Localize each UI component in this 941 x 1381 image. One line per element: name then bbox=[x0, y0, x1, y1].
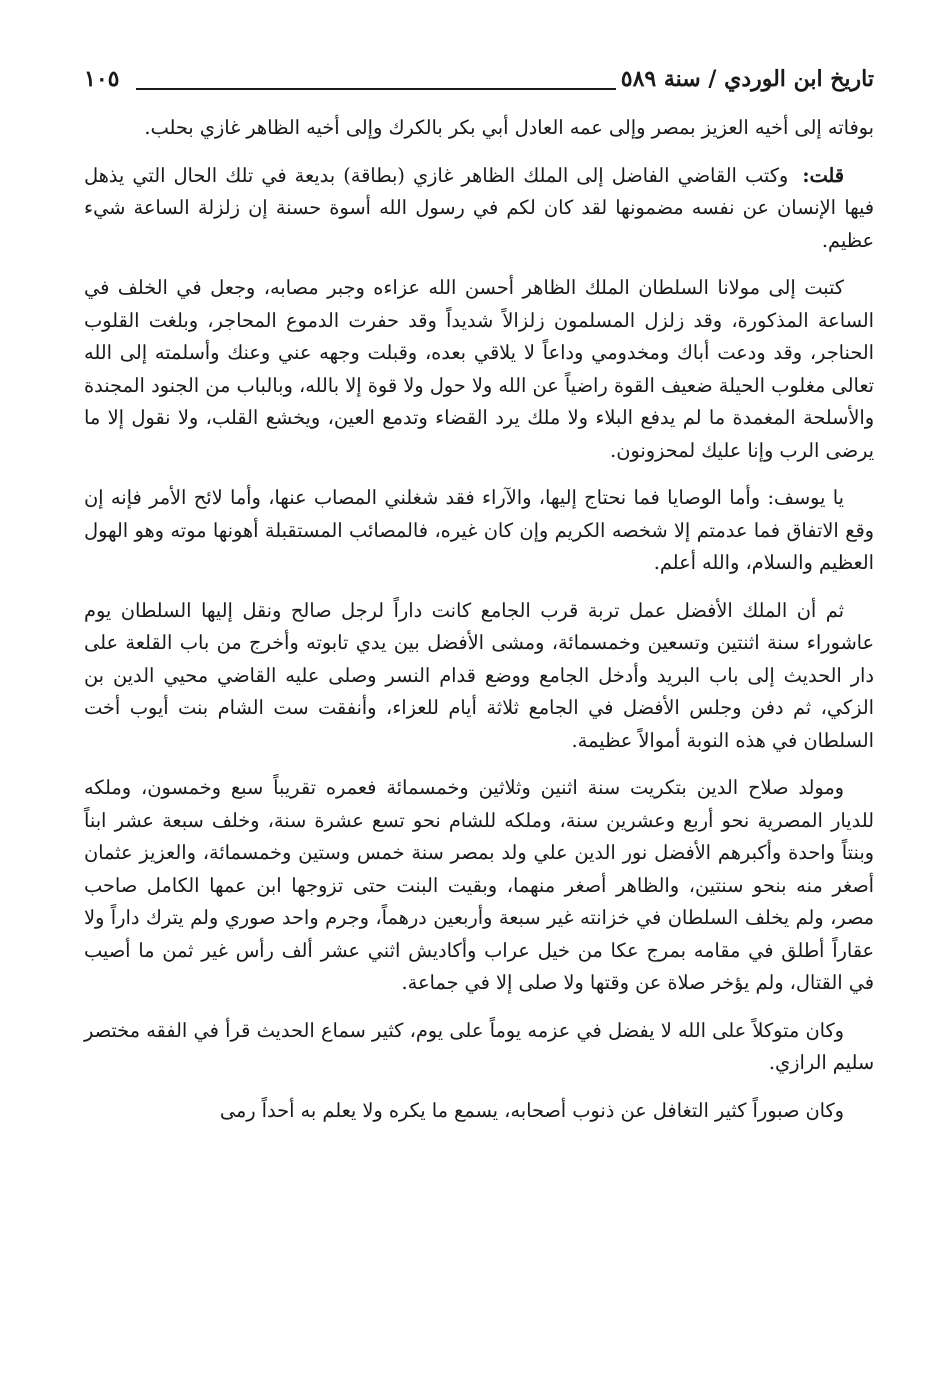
paragraph-text: وكتب القاضي الفاضل إلى الملك الظاهر غازي (بطاقة) بديعة في تلك الحال التي يذهل فيها الإنسان عن نفسه مضمونها لقد كان لكم في رسول الله أسوة حسنة إن زلزلة الساعة شيء عظيم. bbox=[84, 163, 874, 252]
paragraph-text: كتبت إلى مولانا السلطان الملك الظاهر أحسن الله عزاءه وجبر مصابه، وجعل في الخلف في الساعة المذكورة، وقد زلزل المسلمون زلزالاً شديداً وقد حفرت الدموع المحاجر، وبلغت القلوب الحناجر، وقد ودعت أباك ومخدومي وداعاً لا يلاقي بعده، وقبلت وجهه عني وعنك وأسلمته إلى الله تعالى مغلوب الحيلة ضعيف القوة راضياً عن الله ولا حول ولا قوة إلا بالله، وبالباب من الجنود المجندة والأسلحة المغمدة ما لم يدفع البلاء ولا ملك يرد القضاء وتدمع العين، ويخشع القلب، ولا نقول إلا ما يرضى الرب وإنا عليك لمحزونون. bbox=[84, 276, 874, 462]
paragraph-text: بوفاته إلى أخيه العزيز بمصر وإلى عمه العادل أبي بكر بالكرك وإلى أخيه الظاهر غازي بحلب. bbox=[144, 116, 874, 139]
running-header bbox=[84, 64, 874, 100]
paragraph bbox=[84, 772, 874, 1000]
page-number: ١٠٥ bbox=[84, 66, 120, 92]
paragraph-text: يا يوسف: وأما الوصايا فما نحتاج إليها، والآراء فقد شغلني المصاب عنها، وأما لائح الأمر فإنه إن وقع الاتفاق فما عدمتم إلا شخصه الكريم وإن كان غيره، فالمصائب المستقبلة أهونها موته وهو الهول العظيم والسلام، والله أعلم. bbox=[84, 486, 874, 574]
paragraph bbox=[84, 1015, 874, 1080]
running-title: تاريخ ابن الوردي / سنة ٥٨٩ bbox=[620, 66, 874, 92]
paragraph bbox=[84, 112, 874, 145]
paragraph-text: وكان صبوراً كثير التغافل عن ذنوب أصحابه، يسمع ما يكره ولا يعلم به أحداً رمى bbox=[219, 1098, 844, 1122]
body-text bbox=[84, 112, 874, 1142]
paragraph-text: ثم أن الملك الأفضل عمل تربة قرب الجامع كانت داراً لرجل صالح ونقل إليها السلطان يوم عاشوراء سنة اثنتين وتسعين وخمسمائة، ومشى الأفضل بين يدي تابوته وأخرج من باب القلعة على دار الحديث إلى باب البريد وأدخل الجامع ووضع قدام النسر وصلى عليه القاضي محيي الدين بن الزكي، ثم دفن وجلس الأفضل في الجامع ثلاثة أيام للعزاء، وأنفقت ست الشام بنت أيوب أخت السلطان في هذه النوبة أموالاً عظيمة. bbox=[84, 598, 874, 752]
paragraph bbox=[84, 1095, 874, 1128]
paragraph-text: وكان متوكلاً على الله لا يفضل في عزمه يوماً على يوم، كثير سماع الحديث قرأ في الفقه مختصر سليم الرازي. bbox=[84, 1018, 874, 1074]
paragraph-text: ومولد صلاح الدين بتكريت سنة اثنين وثلاثين وخمسمائة فعمره تقريباً سبع وخمسون، وملكه للديار المصرية نحو أربع وعشرين سنة، وملكه للشام نحو تسع عشرة سنة، وخلف سبعة عشر ابناً وبنتاً واحدة وأكبرهم الأفضل نور الدين علي ولد بمصر سنة خمس وستين وخمسمائة، والعزيز عثمان أصغر منه بنحو سنتين، والظاهر أصغر منهما، وبقيت البنت حتى تزوجها ابن عمها الكامل صاحب مصر، ولم يخلف السلطان في خزانته غير سبعة وأربعين درهماً، وجرم واحد صوري ولم يترك داراً ولا عقاراً أطلق في مقامه بمرج عكا من خيل عراب وأكاديش اثني عشر ألف رأس غير ثمن ما أصيب في القتال، ولم يؤخر صلاة عن وقتها ولا صلى إلا في جماعة. bbox=[84, 776, 874, 994]
paragraph bbox=[84, 160, 874, 258]
paragraph-lead: قلت: bbox=[802, 163, 844, 187]
paragraph bbox=[84, 482, 874, 580]
paragraph bbox=[84, 595, 874, 758]
paragraph bbox=[84, 272, 874, 467]
header-rule bbox=[136, 88, 616, 90]
